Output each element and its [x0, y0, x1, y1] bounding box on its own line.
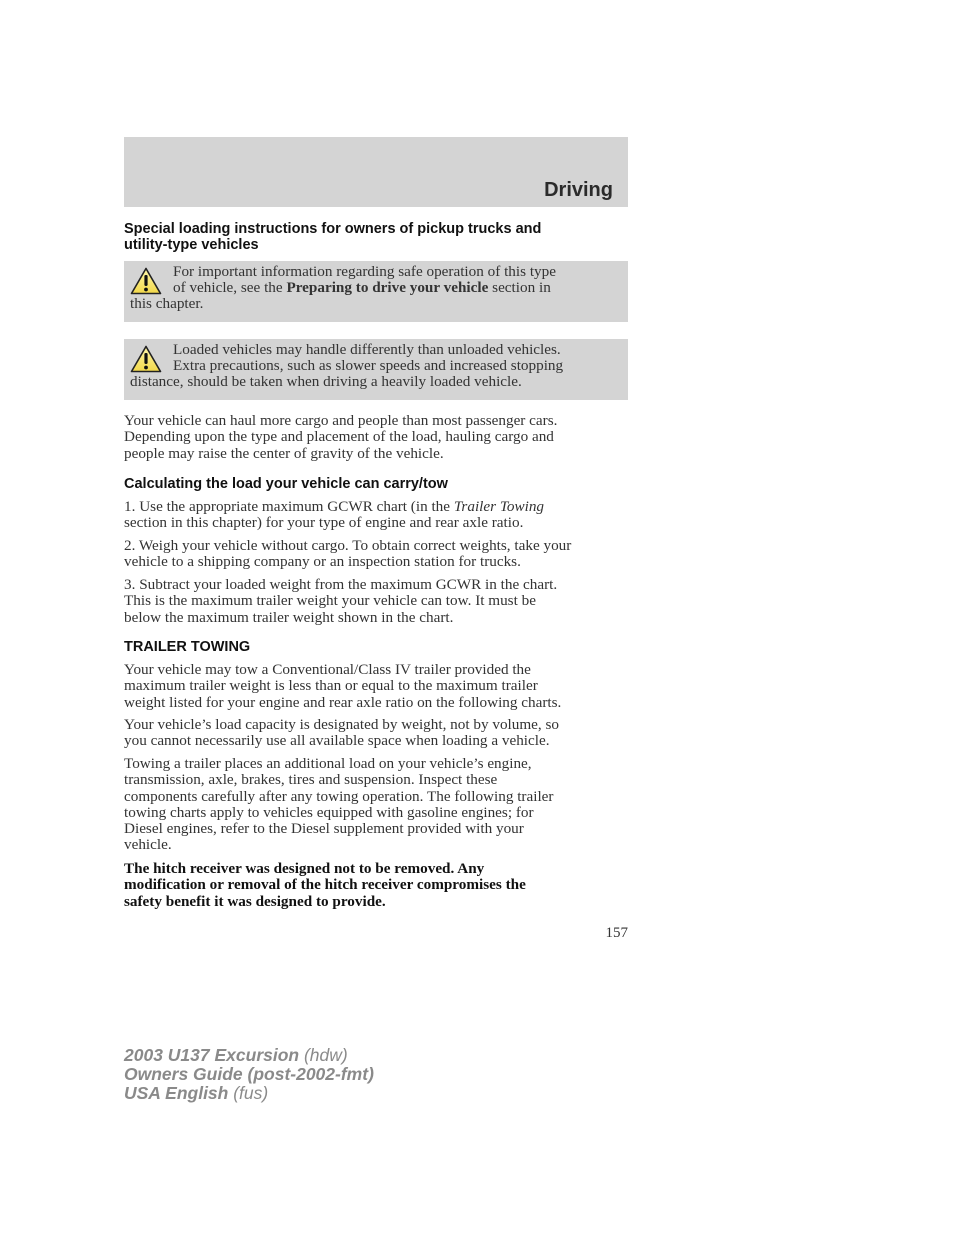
intro-paragraph: Your vehicle can haul more cargo and people than most passenger cars. Depending upon the type and placement of the load, hauling cargo and people may raise the center of gravity of the vehicle. [124, 412, 558, 462]
warning-box [124, 339, 628, 400]
chapter-header [124, 137, 628, 207]
paragraph: Your vehicle’s load capacity is designated by weight, not by volume, so you cannot necessarily use all available space when loading a vehicle. [124, 716, 560, 750]
subsection-heading: Calculating the load your vehicle can carry/tow [124, 476, 448, 492]
step-3: 3. Subtract your loaded weight from the maximum GCWR in the chart. This is the maximum trailer weight your vehicle can tow. It must be below the maximum trailer weight shown in the chart. [124, 576, 558, 626]
warning-text: For important information regarding safe operation of this type of vehicle, see the Preparing to drive your vehicle section in this chapter. [130, 263, 556, 313]
chapter-title: Driving [544, 179, 613, 201]
warning-text: Loaded vehicles may handle differently than unloaded vehicles. Extra precautions, such as slower speeds and increased stopping distance, should be taken when driving a heavily loaded vehicle. [130, 341, 564, 391]
cross-reference: Preparing to drive your vehicle [286, 279, 489, 297]
warning-box [124, 261, 628, 322]
step-1: 1. Use the appropriate maximum GCWR chart (in the Trailer Towing section in this chapter) for your type of engine and rear axle ratio. [124, 498, 545, 532]
step-2: 2. Weigh your vehicle without cargo. To obtain correct weights, take your vehicle to a shipping company or an inspection station for trucks. [124, 537, 572, 571]
paragraph: Towing a trailer places an additional load on your vehicle’s engine, transmission, axle, brakes, tires and suspension. Inspect these components carefully after any towing operation. The following trailer towing charts apply to vehicles equipped with gasoline engines; for Diesel engines, refer to the Diesel supplement provided with your vehicle. [124, 755, 554, 854]
section-heading: Special loading instructions for owners of pickup trucks and utility-type vehicles [124, 221, 542, 253]
cross-reference: Trailer Towing [453, 498, 545, 515]
hitch-warning-note: The hitch receiver was designed not to be removed. Any modification or removal of the hitch receiver compromises the safety benefit it was designed to provide. [124, 860, 526, 910]
section-heading: TRAILER TOWING [124, 639, 251, 655]
page-number: 157 [605, 925, 628, 941]
document-footer: 2003 U137 Excursion (hdw) Owners Guide (post-2002-fmt) USA English (fus) [124, 1045, 374, 1103]
paragraph: Your vehicle may tow a Conventional/Class IV trailer provided the maximum trailer weight is less than or equal to the maximum trailer weight listed for your engine and rear axle ratio on the following charts. [124, 661, 562, 711]
